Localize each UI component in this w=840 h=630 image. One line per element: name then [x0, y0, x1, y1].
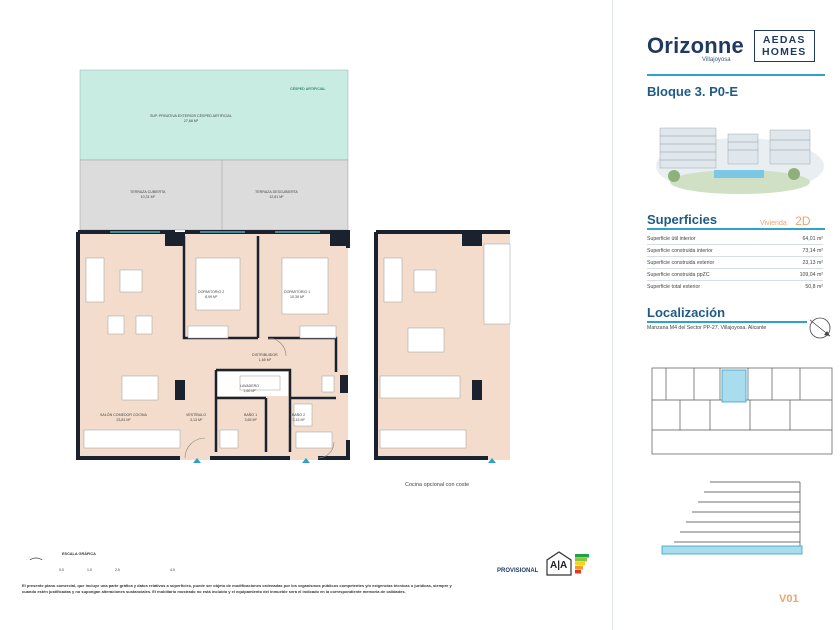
header-rule [647, 74, 825, 76]
surface-row-label: Superficie total exterior [647, 283, 701, 290]
unit-title: Bloque 3. P0-E [647, 84, 739, 99]
bano2-name: BAÑO 2 [292, 413, 306, 417]
surface-row [647, 269, 823, 281]
garden-label [150, 114, 232, 123]
energy-letters: A|A [550, 560, 568, 571]
surface-row [647, 257, 823, 269]
cesped-label: CÉSPED ARTIFICIAL [290, 87, 326, 91]
lavadero-area: 1,60 M² [243, 388, 256, 393]
surface-row-label: Superficie construida exterior [647, 259, 715, 266]
surface-row [647, 233, 823, 245]
terraza-descubierta-label [255, 190, 298, 199]
location-rule [647, 321, 807, 323]
distribuidor-area: 1,65 M² [258, 357, 271, 362]
surfaces-title: Superficies [647, 212, 718, 227]
lavadero-name: LAVADERO [240, 384, 260, 388]
surface-row [647, 245, 823, 257]
surface-row-label: Superficie construida interior [647, 247, 713, 254]
surface-row-value: 64,01 m² [802, 235, 823, 242]
surface-row-value: 50,8 m² [805, 283, 823, 290]
version-label: V01 [779, 593, 799, 605]
lavadero-label [240, 384, 259, 393]
surface-row-value: 73,14 m² [802, 247, 823, 254]
surfaces-rule [647, 228, 825, 230]
surface-row-value: 23,13 m² [802, 259, 823, 266]
salon-name: SALÓN COMEDOR COCINA [100, 413, 147, 417]
surface-row-label: Superficie útil interior [647, 235, 696, 242]
vestibulo-name: VESTÍBULO [186, 413, 207, 417]
energy-label [545, 550, 593, 576]
surfaces-table [647, 233, 823, 292]
dormitorio2-name: DORMITORIO 2 [198, 290, 225, 294]
garden-area: 27,68 M² [183, 118, 199, 123]
garden-name: SUP. PRIVATIVA EXTERIOR CÉSPED ARTIFICIAL [150, 114, 232, 118]
terraza-cubierta-name: TERRAZA CUBIERTA [130, 190, 166, 194]
dormitorio2-area: 8,99 M² [205, 294, 218, 299]
dormitorio1-name: DORMITORIO 1 [284, 290, 311, 294]
brand-block [647, 33, 744, 63]
scale-title: ESCALA GRÁFICA [62, 552, 96, 556]
distribuidor-label [252, 353, 278, 362]
location-address: Manzana M4 del Sector PP-27. Villajoyosa. Alicante [647, 325, 767, 331]
building-render [654, 104, 826, 196]
provisional-label: PROVISIONAL [497, 568, 539, 574]
scale-tick-3: 4.0 [170, 568, 175, 572]
terraza-cubierta-label [130, 190, 165, 199]
dormitorio2-label [198, 290, 224, 299]
vestibulo-area: 3,13 M² [189, 417, 203, 422]
dormitorio1-area: 10,39 M² [290, 294, 305, 299]
surface-row-label: Superficie construida ppZC [647, 271, 710, 278]
bano1-area: 3,65 M² [244, 417, 257, 422]
developer-line-1: AEDAS [762, 34, 806, 46]
site-plan [650, 364, 836, 460]
vestibulo-label [186, 413, 206, 422]
terraza-descubierta-area: 12,81 M² [269, 194, 284, 199]
salon-label [100, 413, 147, 422]
terraza-cubierta-area: 10,31 M² [140, 194, 155, 199]
brand-name: Orizonne [647, 33, 744, 58]
scale-tick-0: 0.0 [59, 568, 64, 572]
disclaimer-line-2: cuando estén justificadas y no supongan alteraciones sustanciales. El mobiliario mostrado no está incluido y el equipamiento del inmueble será el indicado en la correspondiente memoria de calidades. [22, 588, 406, 594]
vivienda-label: Vivienda [760, 220, 787, 227]
bano1-label [244, 413, 257, 422]
developer-line-2: HOMES [762, 46, 807, 59]
disclaimer [22, 583, 602, 594]
distribuidor-name: DISTRIBUIDOR [252, 353, 278, 357]
optional-kitchen-caption: Cocina opcional con coste [405, 482, 470, 488]
terraza-descubierta-name: TERRAZA DESCUBIERTA [255, 190, 298, 194]
section-elevation [660, 470, 810, 560]
bano1-name: BAÑO 1 [244, 413, 258, 417]
north-arrow-icon [808, 316, 832, 340]
salon-area: 23,81 M² [116, 417, 131, 422]
vivienda-type: 2D [795, 214, 811, 228]
location-title: Localización [647, 305, 726, 320]
bano2-label [292, 413, 305, 422]
surface-row-value: 109,04 m² [799, 271, 823, 278]
disclaimer-line-1: El presente plano comercial, que incluye una parte gráfica y datos relativos a superficies, puede ser objeto de modificaciones ordenadas por los organismos públicos competentes y/o exigencias técnicas o jurídicas, siempre y [22, 583, 452, 588]
developer-logo [754, 30, 815, 62]
brand-subtitle: Villajoyosa [702, 57, 731, 63]
bano2-area: 3,15 M² [292, 417, 305, 422]
surface-row [647, 281, 823, 292]
dormitorio1-label [284, 290, 310, 299]
scale-tick-2: 2.0 [115, 568, 120, 572]
side-divider [612, 0, 613, 630]
scale-tick-1: 1.0 [87, 568, 92, 572]
